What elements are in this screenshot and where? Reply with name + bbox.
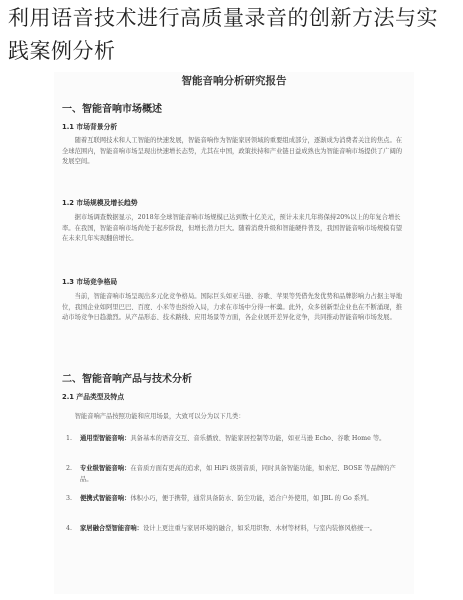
list-item — [66, 524, 406, 535]
list-item-number: 3. — [66, 495, 73, 502]
subsection-heading-1-3: 1.3 市场竞争格局 — [62, 278, 118, 286]
list-item — [66, 494, 406, 505]
list-item-name: 专业级智能音响： — [80, 465, 131, 472]
list-item — [66, 464, 406, 485]
article-headline: 利用语音技术进行高质量录音的创新方法与实践案例分析 — [8, 6, 438, 63]
list-item-name: 通用型智能音响： — [80, 435, 131, 442]
list-item-number: 2. — [66, 465, 73, 472]
section-heading-1: 一、智能音响市场概述 — [62, 104, 162, 115]
list-item-name: 便携式智能音响： — [80, 495, 131, 502]
paragraph-1-2: 据市场调查数据显示，2018年全球智能音响市场规模已达到数十亿美元，预计未来几年将保持20%以上的年复合增长率。在我国，智能音响市场尚处于起步阶段，但增长潜力巨大。随着消费升级和智能硬件普及，我国智能音响市场规模有望在未来几年实现翻倍增长。 — [62, 214, 403, 243]
list-item-text: 在音质方面有更高的追求，如 HiFi 级别音质，同时具备智能功能，如索尼、BOSE 等品牌的产品。 — [80, 465, 396, 483]
list-item-number: 4. — [66, 525, 73, 532]
subsection-heading-2-1: 2.1 产品类型及特点 — [62, 393, 124, 401]
list-item-text: 体积小巧，便于携带，通常具备防水、防尘功能，适合户外使用，如 JBL 的 Go 系列。 — [130, 495, 373, 502]
paragraph-1-3: 当前，智能音响市场呈现出多元化竞争格局。国际巨头如亚马逊、谷歌、苹果等凭借先发优势和品牌影响力占据主导地位，我国企业如阿里巴巴、百度、小米等也纷纷入局，力求在市场中分得一杯羹。此外，众多创新型企业也在不断涌现，推动市场竞争日趋激烈。从产品形态、技术路线、应用场景等方面，各企业展开差异化竞争，共同推动智能音响市场发展。 — [62, 293, 403, 322]
document-title: 智能音响分析研究报告 — [181, 75, 287, 87]
subsection-heading-1-1: 1.1 市场背景分析 — [62, 123, 118, 131]
list-item-name: 家居融合型智能音响： — [80, 525, 143, 532]
list-item-text: 设计上更注重与家居环境的融合，如采用织物、木材等材料，与室内装修风格统一。 — [142, 525, 376, 532]
document-scan — [54, 72, 414, 594]
subsection-heading-1-2: 1.2 市场规模及增长趋势 — [62, 199, 138, 207]
list-item-number: 1. — [66, 435, 73, 442]
paragraph-2-1-intro: 智能音响产品按照功能和应用场景，大致可以分为以下几类： — [74, 413, 245, 420]
paragraph-1-1: 随着互联网技术和人工智能的快速发展，智能音响作为智能家居领域的重要组成部分，逐渐成为消费者关注的焦点。在全球范围内，智能音响市场呈现出快速增长态势，尤其在中国，政策扶持和产业链日益成熟也为智能音响市场提供了广阔的发展空间。 — [62, 137, 403, 166]
list-item-text: 具备基本的语音交互、音乐播放、智能家居控制等功能，如亚马逊 Echo、谷歌 Home 等。 — [130, 435, 386, 442]
list-item — [66, 434, 406, 445]
section-heading-2: 二、智能音响产品与技术分析 — [62, 374, 192, 385]
